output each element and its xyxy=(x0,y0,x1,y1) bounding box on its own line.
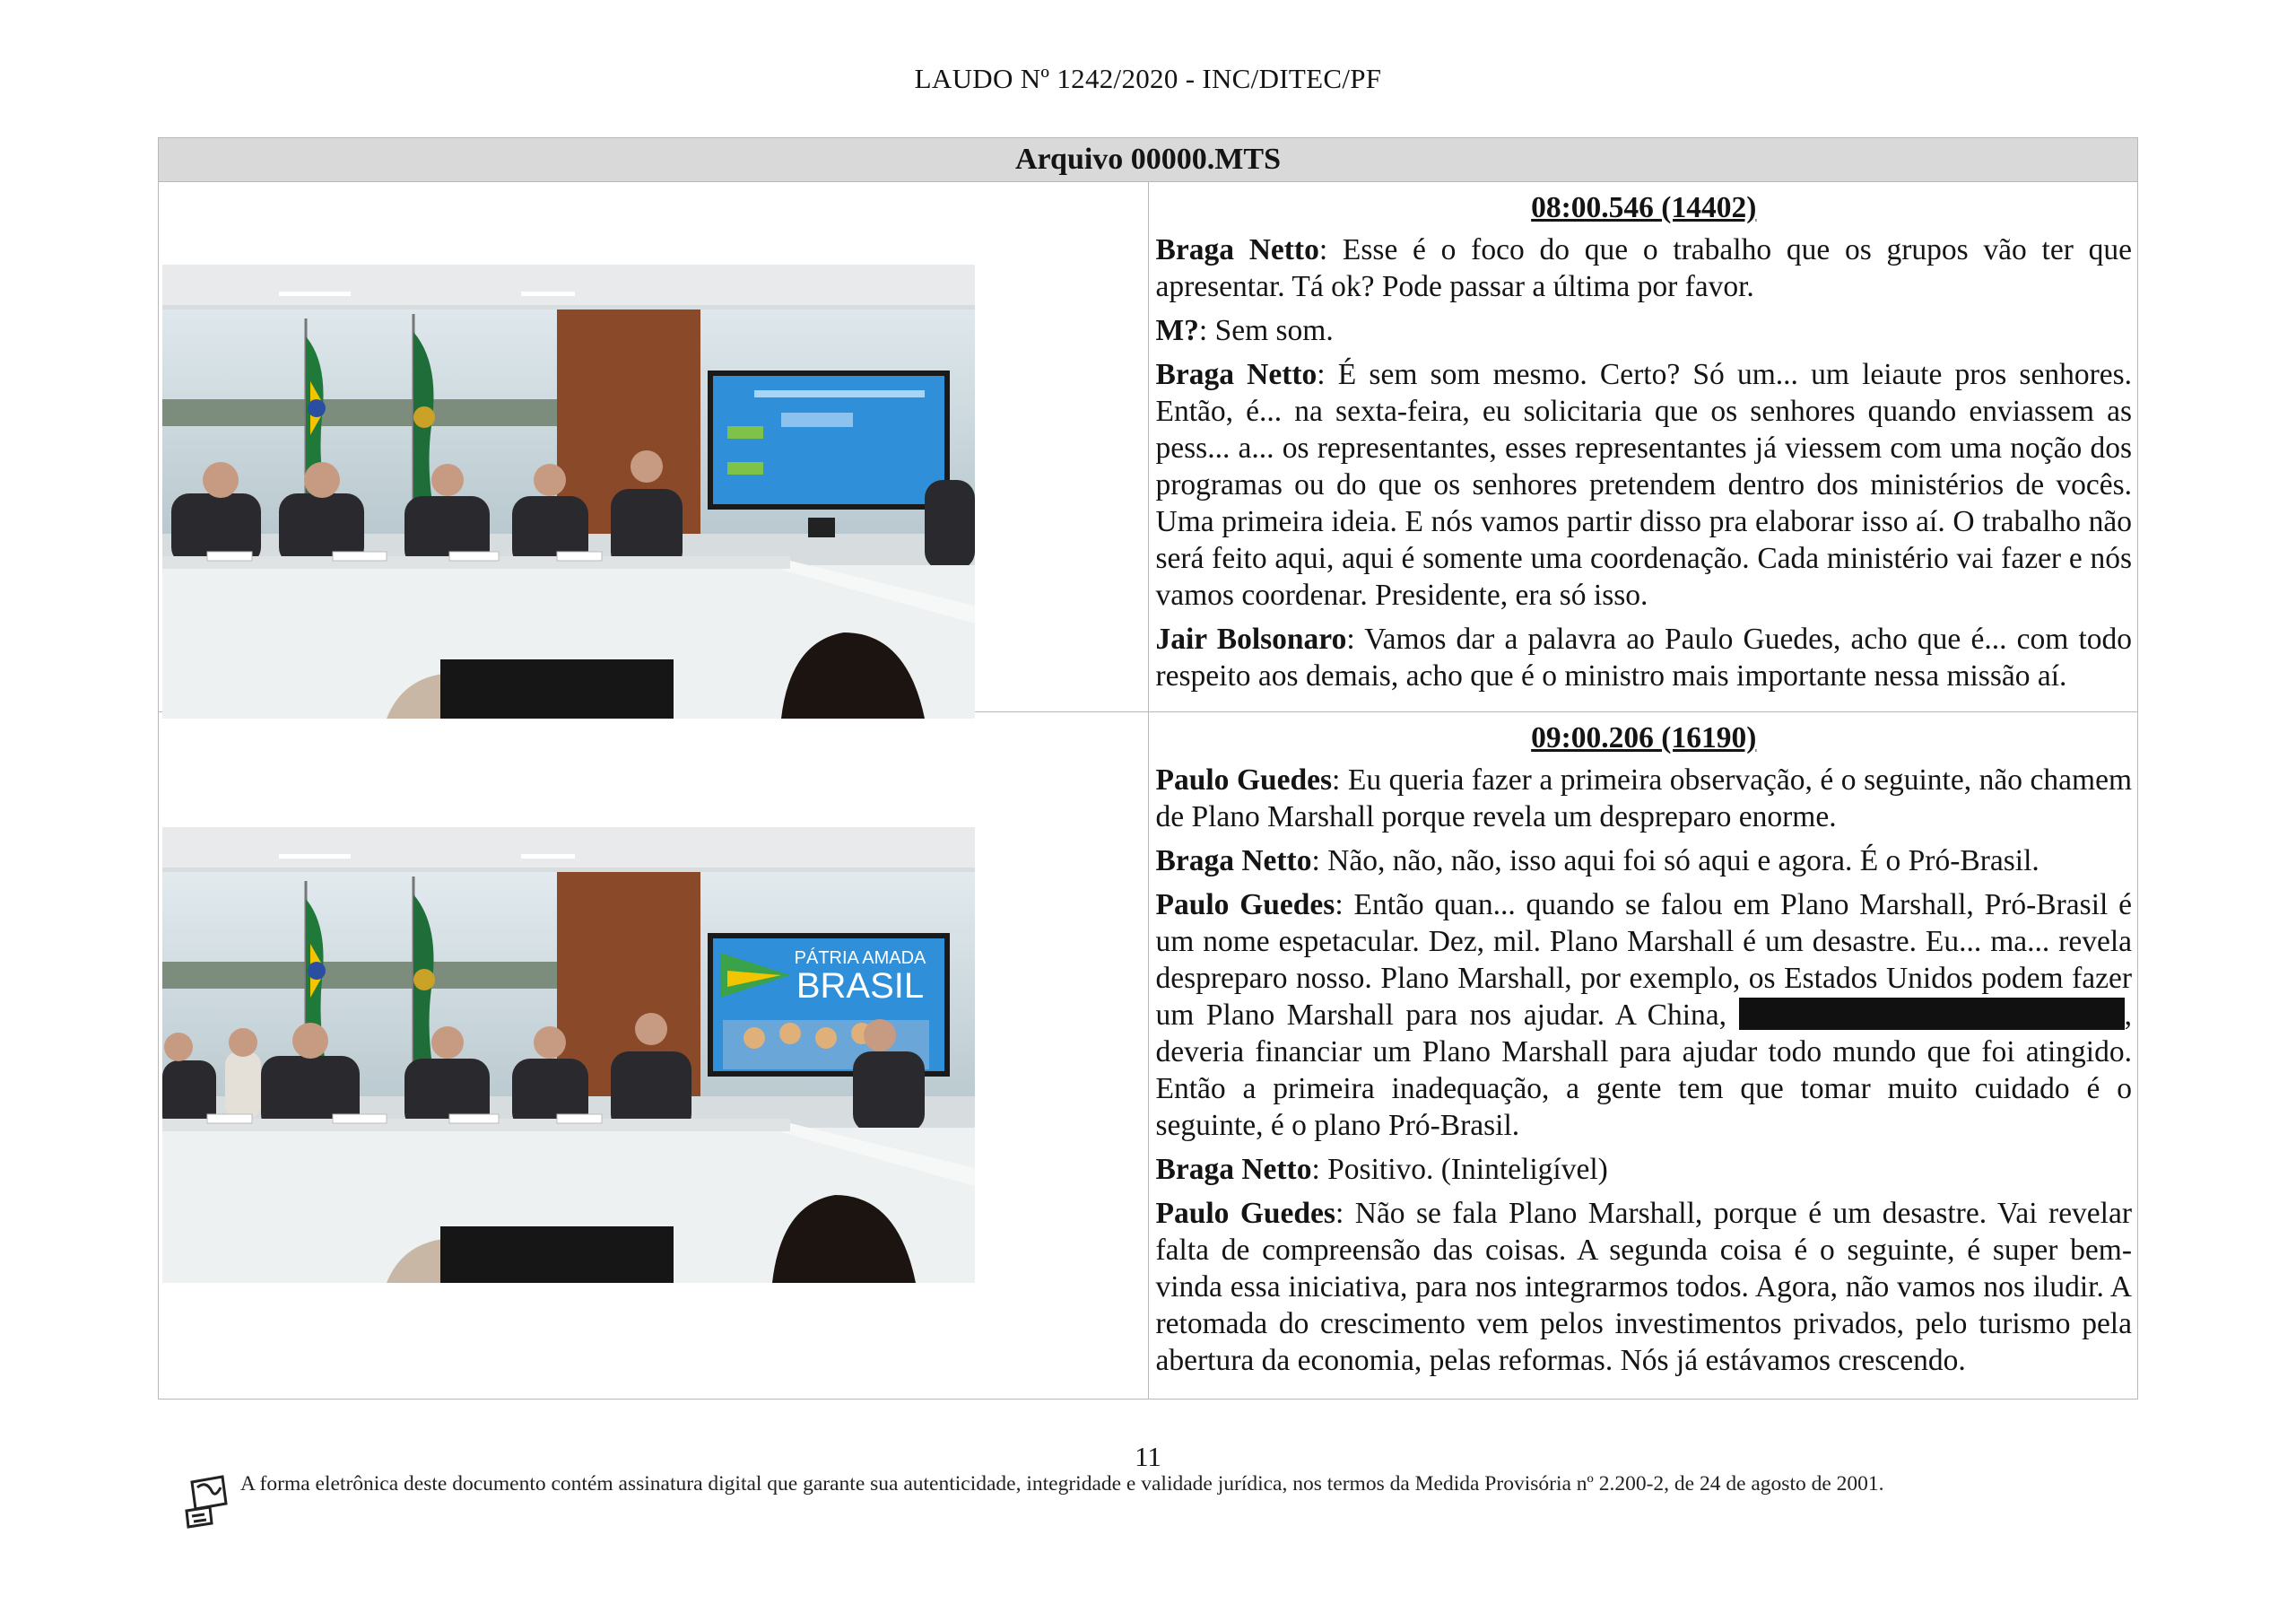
timestamp: 09:00.206 (16190) xyxy=(1531,721,1757,754)
speech-text: É sem som mesmo. Certo? Só um... um leiaute pros senhores. Então, é... na sexta-feira, eu solicitaria que os senhores quando enviassem as pess... a... os representantes, esses representantes já viessem com uma noção dos programas ou do que os senhores pretendem dentro dos ministérios de vocês. Uma primeira ideia. E nós vamos partir disso pra elaborar isso aí. O trabalho não será feito aqui, aqui é somente uma coordenação. Cada ministério vai fazer e nós vamos coordenar. Presidente, era só isso. xyxy=(1155,358,2132,612)
speech-text: Eu queria fazer a primeira observação, é o seguinte, não chamem de Plano Marshall porque revela um despreparo enorme. xyxy=(1155,763,2132,833)
speaker-name: Paulo Guedes xyxy=(1155,1197,1335,1230)
report-header: LAUDO Nº 1242/2020 - INC/DITEC/PF xyxy=(914,63,1382,94)
transcript-text-cell xyxy=(1148,182,2138,712)
video-frame-cell xyxy=(159,712,1149,1400)
speech-text: Esse é o foco do que o trabalho que os grupos vão ter que apresentar. Tá ok? Pode passar a última por favor. xyxy=(1155,233,2132,303)
speech-entry: Braga Netto: É sem som mesmo. Certo? Só um... um leiaute pros senhores. Então, é... na sexta-feira, eu solicitaria que os senhores quando enviassem as pess... a... os representantes, esses representantes já viessem com uma noção dos programas ou do que os senhores pretendem dentro dos ministérios de vocês. Uma primeira ideia. E nós vamos partir disso pra elaborar isso aí. O trabalho não será feito aqui, aqui é somente uma coordenação. Cada ministério vai fazer e nós vamos coordenar. Presidente, era só isso. xyxy=(1155,358,2132,612)
speech-text: Positivo. (Ininteligível) xyxy=(1327,1153,1608,1186)
speech-entry: Braga Netto: Esse é o foco do que o trabalho que os grupos vão ter que apresentar. Tá ok? Pode passar a última por favor. xyxy=(1155,233,2132,303)
screen-text-line1: PÁTRIA AMADA xyxy=(794,948,926,968)
speech-text: Vamos dar a palavra ao Paulo Guedes, acho que é... com todo respeito aos demais, acho que é o ministro mais importante nessa missão aí. xyxy=(1155,623,2133,693)
speech-text: Não, não, não, isso aqui foi só aqui e agora. É o Pró-Brasil. xyxy=(1327,844,2039,877)
speech-entry: Jair Bolsonaro: Vamos dar a palavra ao Paulo Guedes, acho que é... com todo respeito aos demais, acho que é o ministro mais importante nessa missão aí. xyxy=(1155,623,2133,693)
transcript-row xyxy=(159,182,2138,712)
screen-text-line2: BRASIL xyxy=(796,966,925,1006)
signature-seal-icon xyxy=(179,1471,237,1529)
video-frame-photo xyxy=(162,265,975,719)
speech-entry: M?: Sem som. xyxy=(1155,314,1334,347)
speaker-name: M? xyxy=(1155,314,1199,347)
speaker-name: Paulo Guedes xyxy=(1155,888,1335,921)
speech-text: , deveria financiar um Plano Marshall para ajudar todo mundo que foi atingido. Então a primeira inadequação, a gente tem que tomar muito cuidado é o seguinte, é o plano Pró-Brasil. xyxy=(1155,998,2132,1142)
speech-entry: Paulo Guedes: Eu queria fazer a primeira observação, é o seguinte, não chamem de Plano Marshall porque revela um despreparo enorme. xyxy=(1155,763,2132,833)
speaker-name: Jair Bolsonaro xyxy=(1155,623,1347,656)
speaker-name: Braga Netto xyxy=(1155,844,1312,877)
speech-text: Então quan... quando se falou em Plano Marshall, Pró-Brasil é um nome espetacular. Dez, mil. Plano Marshall é um desastre. Eu... ma... revela despreparo nosso. Plano Marshall, por exemplo, os Estados Unidos podem fazer um Plano Marshall para nos ajudar. A China, xyxy=(1155,888,2133,1032)
speaker-name: Braga Netto xyxy=(1155,1153,1312,1186)
speaker-name: Braga Netto xyxy=(1155,233,1319,266)
footer-text: A forma eletrônica deste documento contém assinatura digital que garante sua autenticidade, integridade e validade jurídica, nos termos da Medida Provisória nº 2.200-2, de 24 de agosto de 2001. xyxy=(240,1472,1884,1496)
page-number: 11 xyxy=(1135,1441,1161,1472)
speech-entry: Paulo Guedes: Não se fala Plano Marshall, porque é um desastre. Vai revelar falta de compreensão das coisas. A segunda coisa é o seguinte, é super bem-vinda essa iniciativa, para nos integrarmos todos. Agora, não vamos nos iludir. A retomada do crescimento vem pelos investimentos privados, pelo turismo pela abertura da economia, pelas reformas. Nós já estávamos crescendo. xyxy=(1155,1197,2133,1377)
speech-text: Não se fala Plano Marshall, porque é um desastre. Vai revelar falta de compreensão das coisas. A segunda coisa é o seguinte, é super bem-vinda essa iniciativa, para nos integrarmos todos. Agora, não vamos nos iludir. A retomada do crescimento vem pelos investimentos privados, pelo turismo pela abertura da economia, pelas reformas. Nós já estávamos crescendo. xyxy=(1155,1197,2133,1377)
redaction-bar xyxy=(1739,998,2125,1030)
video-frame-photo xyxy=(162,827,975,1283)
speaker-name: Paulo Guedes xyxy=(1155,763,1333,797)
timestamp: 08:00.546 (14402) xyxy=(1531,191,1757,224)
transcript-table xyxy=(158,137,2138,1400)
transcript-text-cell xyxy=(1148,712,2138,1400)
speech-text: Sem som. xyxy=(1214,314,1334,347)
file-title: Arquivo 00000.MTS xyxy=(159,138,2138,182)
speech-entry: Braga Netto: Positivo. (Ininteligível) xyxy=(1155,1153,1608,1186)
speaker-name: Braga Netto xyxy=(1155,358,1318,391)
video-frame-cell xyxy=(159,182,1149,712)
transcript-row xyxy=(159,712,2138,1400)
speech-entry: Braga Netto: Não, não, não, isso aqui foi só aqui e agora. É o Pró-Brasil. xyxy=(1155,844,2039,877)
digital-signature-footer xyxy=(179,1471,2108,1529)
speech-entry: Paulo Guedes: Então quan... quando se falou em Plano Marshall, Pró-Brasil é um nome espetacular. Dez, mil. Plano Marshall é um desastre. Eu... ma... revela despreparo nosso. Plano Marshall, por exemplo, os Estados Unidos podem fazer um Plano Marshall para nos ajudar. A China, , deveria financiar um Plano Marshall para ajudar todo mundo que foi atingido. Então a primeira inadequação, a gente tem que tomar muito cuidado é o seguinte, é o plano Pró-Brasil. xyxy=(1155,888,2133,1142)
